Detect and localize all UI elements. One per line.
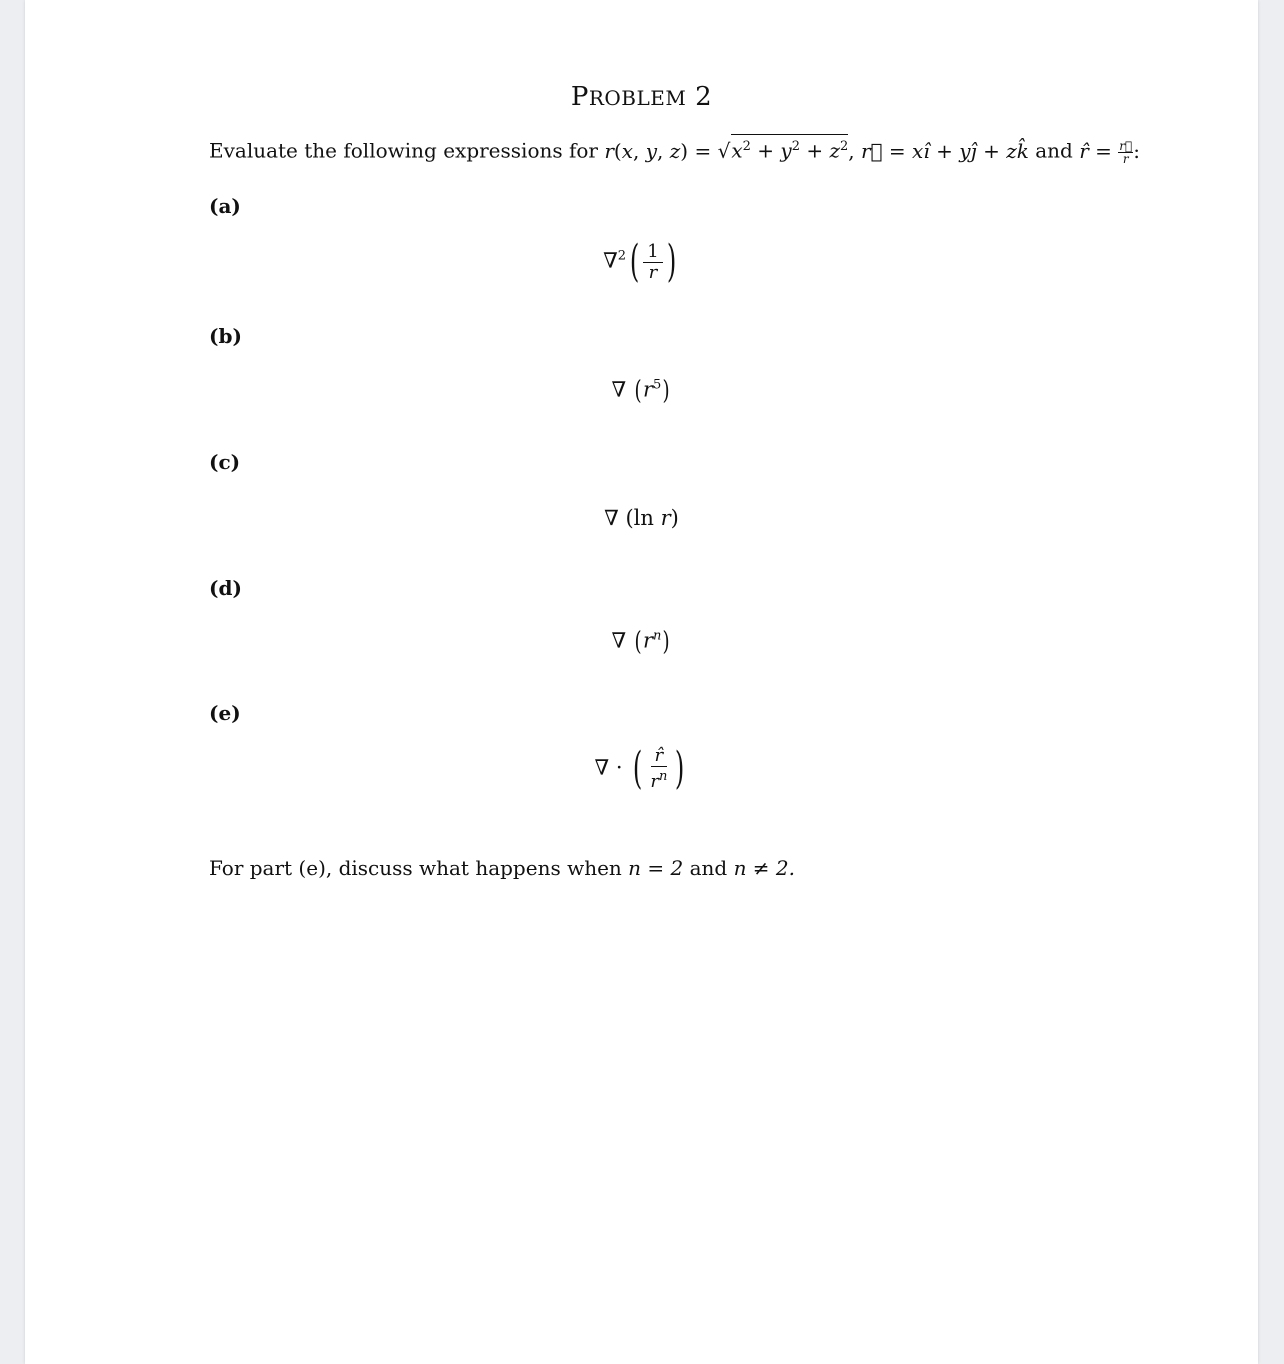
definition-r: r(x, y, $z) = √x^2 + y^2 + z^2$, r⃗ = xî + yĵ + zk̂ <box>604 139 1035 163</box>
intro-text: Evaluate the following expressions for <box>209 138 598 163</box>
closing-text: For part (e), discuss what happens when <box>209 856 622 880</box>
closing-condition-1: n = 2 <box>628 856 684 880</box>
closing-condition-2: n ≠ 2. <box>733 856 795 880</box>
document-page <box>25 0 1258 1364</box>
expression-e: ∇ · ( $\frac{r̂}{r^n}$ ) <box>594 743 685 794</box>
part-label-a: (a) <box>209 194 241 218</box>
expression-b: ∇ $(r^5)$ <box>611 376 670 406</box>
definition-rhat: r̂ = $\frac{r⃗}{r}$ : <box>1079 138 1140 166</box>
closing-question <box>209 856 795 880</box>
closing-and: and <box>689 856 728 880</box>
expression-c: ∇ (ln r) <box>604 506 679 530</box>
part-label-b: (b) <box>209 324 242 348</box>
problem-title: PROBLEM 2 <box>570 82 713 112</box>
intro-and: and <box>1035 138 1073 163</box>
part-label-d: (d) <box>209 576 242 600</box>
expression-d: ∇ $(r^n)$ <box>611 627 671 657</box>
part-label-e: (e) <box>209 701 241 725</box>
part-label-c: (c) <box>209 450 241 474</box>
expression-a: ∇$^2$( $\frac{1}{r}$ ) <box>603 236 677 287</box>
problem-intro <box>209 134 1140 166</box>
